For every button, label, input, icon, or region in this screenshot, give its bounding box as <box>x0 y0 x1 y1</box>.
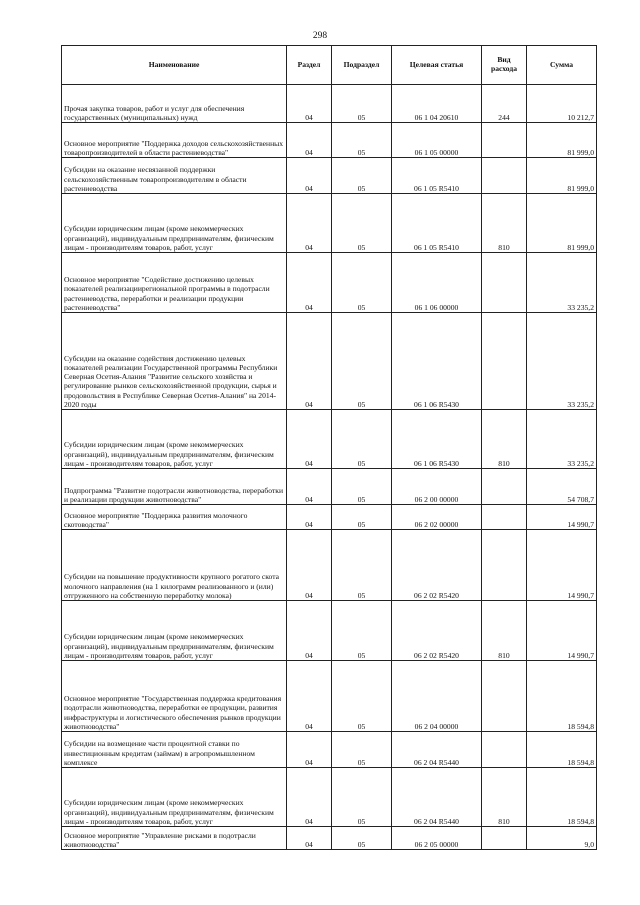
cell-podrazdel: 05 <box>332 313 392 410</box>
cell-razdel: 04 <box>287 123 332 158</box>
cell-vid <box>482 123 527 158</box>
cell-sum: 18 594,8 <box>527 661 597 732</box>
table-row <box>62 194 597 253</box>
cell-target: 06 1 06 R5430 <box>392 410 482 469</box>
cell-vid: 244 <box>482 85 527 123</box>
table-row <box>62 530 597 601</box>
cell-vid <box>482 253 527 313</box>
cell-target: 06 2 05 00000 <box>392 827 482 850</box>
cell-razdel: 04 <box>287 85 332 123</box>
cell-name: Субсидии на повышение продуктивности крупного рогатого скота молочного направления (на 1 килограмм реализованного и (или) отгруженного на собственную переработку молока) <box>62 530 287 601</box>
table-row <box>62 505 597 530</box>
table-row <box>62 601 597 661</box>
cell-sum: 33 235,2 <box>527 410 597 469</box>
cell-sum: 33 235,2 <box>527 253 597 313</box>
cell-podrazdel: 05 <box>332 469 392 505</box>
cell-podrazdel: 05 <box>332 530 392 601</box>
cell-vid: 810 <box>482 768 527 827</box>
cell-name: Субсидии юридическим лицам (кроме некоммерческих организаций), индивидуальным предпринимателям, физическим лицам - производителям товаров, работ, услуг <box>62 410 287 469</box>
cell-razdel: 04 <box>287 253 332 313</box>
cell-vid <box>482 827 527 850</box>
cell-sum: 18 594,8 <box>527 732 597 768</box>
cell-razdel: 04 <box>287 768 332 827</box>
cell-podrazdel: 05 <box>332 253 392 313</box>
cell-name: Субсидии юридическим лицам (кроме некоммерческих организаций), индивидуальным предпринимателям, физическим лицам - производителям товаров, работ, услуг <box>62 768 287 827</box>
table-row <box>62 469 597 505</box>
cell-name: Субсидии на возмещение части процентной ставки по инвестиционным кредитам (займам) в агропромышленном комплексе <box>62 732 287 768</box>
cell-name: Основное мероприятие "Государственная поддержка кредитования подотрасли животноводства, переработки ее продукции, развития инфраструктуры и логистического обеспечения рынков продукции животноводства" <box>62 661 287 732</box>
cell-razdel: 04 <box>287 732 332 768</box>
header-vid: Вид расхода <box>482 46 527 85</box>
cell-name: Подпрограмма "Развитие подотрасли животноводства, переработки и реализации продукции животноводства" <box>62 469 287 505</box>
cell-podrazdel: 05 <box>332 661 392 732</box>
cell-podrazdel: 05 <box>332 158 392 194</box>
cell-podrazdel: 05 <box>332 85 392 123</box>
cell-target: 06 1 05 R5410 <box>392 194 482 253</box>
table-row <box>62 253 597 313</box>
cell-sum: 14 990,7 <box>527 505 597 530</box>
cell-podrazdel: 05 <box>332 194 392 253</box>
cell-target: 06 1 04 20610 <box>392 85 482 123</box>
cell-podrazdel: 05 <box>332 732 392 768</box>
cell-sum: 81 999,0 <box>527 194 597 253</box>
cell-razdel: 04 <box>287 827 332 850</box>
cell-podrazdel: 05 <box>332 601 392 661</box>
table-row <box>62 732 597 768</box>
cell-name: Основное мероприятие "Управление рисками в подотрасли животноводства" <box>62 827 287 850</box>
cell-name: Субсидии юридическим лицам (кроме некоммерческих организаций), индивидуальным предпринимателям, физическим лицам - производителям товаров, работ, услуг <box>62 601 287 661</box>
header-razdel: Раздел <box>287 46 332 85</box>
cell-razdel: 04 <box>287 469 332 505</box>
cell-razdel: 04 <box>287 313 332 410</box>
page-number: 298 <box>312 31 328 41</box>
budget-table <box>61 45 597 850</box>
cell-vid <box>482 469 527 505</box>
cell-target: 06 2 00 00000 <box>392 469 482 505</box>
cell-target: 06 1 06 00000 <box>392 253 482 313</box>
cell-target: 06 2 04 R5440 <box>392 732 482 768</box>
cell-target: 06 1 05 00000 <box>392 123 482 158</box>
cell-target: 06 1 06 R5430 <box>392 313 482 410</box>
cell-name: Субсидии на оказание несвязанной поддержки сельскохозяйственным товаропроизводителям в области растениеводства <box>62 158 287 194</box>
cell-vid <box>482 505 527 530</box>
cell-name: Субсидии на оказание содействия достижению целевых показателей реализации Государственной программы Республики Северная Осетия-Алания "Развитие сельского хозяйства и регулирование рынков сельскохозяйственной продукции, сырья и продовольствия в Республике Северная Осетия-Алания" на 2014-2020 годы <box>62 313 287 410</box>
cell-vid <box>482 530 527 601</box>
cell-sum: 10 212,7 <box>527 85 597 123</box>
cell-podrazdel: 05 <box>332 410 392 469</box>
cell-podrazdel: 05 <box>332 827 392 850</box>
cell-razdel: 04 <box>287 158 332 194</box>
cell-vid: 810 <box>482 601 527 661</box>
cell-name: Субсидии юридическим лицам (кроме некоммерческих организаций), индивидуальным предпринимателям, физическим лицам - производителям товаров, работ, услуг <box>62 194 287 253</box>
cell-podrazdel: 05 <box>332 123 392 158</box>
cell-razdel: 04 <box>287 530 332 601</box>
cell-sum: 14 990,7 <box>527 601 597 661</box>
cell-sum: 33 235,2 <box>527 313 597 410</box>
cell-vid: 810 <box>482 410 527 469</box>
cell-vid: 810 <box>482 194 527 253</box>
table-row <box>62 313 597 410</box>
cell-name: Прочая закупка товаров, работ и услуг для обеспечения государственных (муниципальных) нужд <box>62 85 287 123</box>
cell-vid <box>482 732 527 768</box>
cell-razdel: 04 <box>287 194 332 253</box>
cell-sum: 18 594,8 <box>527 768 597 827</box>
cell-razdel: 04 <box>287 410 332 469</box>
header-sum: Сумма <box>527 46 597 85</box>
table-row <box>62 827 597 850</box>
cell-name: Основное мероприятие "Содействие достижению целевых показателей реализациирегиональной программы в подотрасли растениеводства, переработки и реализации продукции растениеводства" <box>62 253 287 313</box>
cell-target: 06 2 04 R5440 <box>392 768 482 827</box>
cell-target: 06 2 02 R5420 <box>392 601 482 661</box>
table-row <box>62 661 597 732</box>
table-header-row <box>62 46 597 85</box>
cell-podrazdel: 05 <box>332 505 392 530</box>
cell-sum: 14 990,7 <box>527 530 597 601</box>
header-name: Наименование <box>62 46 287 85</box>
cell-podrazdel: 05 <box>332 768 392 827</box>
cell-target: 06 2 02 00000 <box>392 505 482 530</box>
table-row <box>62 85 597 123</box>
cell-sum: 54 708,7 <box>527 469 597 505</box>
table-row <box>62 410 597 469</box>
cell-sum: 9,0 <box>527 827 597 850</box>
cell-vid <box>482 661 527 732</box>
table-row <box>62 123 597 158</box>
cell-razdel: 04 <box>287 661 332 732</box>
cell-sum: 81 999,0 <box>527 158 597 194</box>
header-podrazdel: Подраздел <box>332 46 392 85</box>
cell-name: Основное мероприятие "Поддержка развития молочного скотоводства" <box>62 505 287 530</box>
cell-vid <box>482 158 527 194</box>
cell-vid <box>482 313 527 410</box>
header-target: Целевая статья <box>392 46 482 85</box>
cell-sum: 81 999,0 <box>527 123 597 158</box>
cell-razdel: 04 <box>287 601 332 661</box>
cell-target: 06 1 05 R5410 <box>392 158 482 194</box>
cell-razdel: 04 <box>287 505 332 530</box>
table-row <box>62 158 597 194</box>
cell-name: Основное мероприятие "Поддержка доходов сельскохозяйственных товаропроизводителей в области растениеводства" <box>62 123 287 158</box>
cell-target: 06 2 04 00000 <box>392 661 482 732</box>
cell-target: 06 2 02 R5420 <box>392 530 482 601</box>
table-row <box>62 768 597 827</box>
